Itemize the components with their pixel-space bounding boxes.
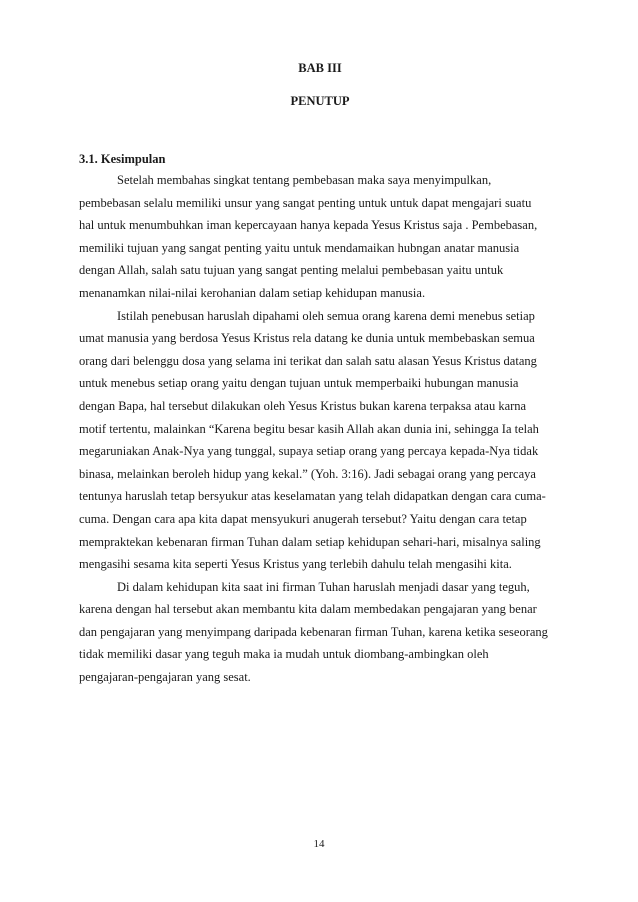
text-line: dan pengajaran yang menyimpang daripada kebenaran firman Tuhan, karena ketika seseorang	[79, 624, 548, 639]
text-line: karena dengan hal tersebut akan membantu kita dalam membedakan pengajaran yang benar	[79, 602, 537, 617]
text-line: untuk menebus setiap orang yaitu dengan tujuan untuk memperbaiki hubungan manusia	[79, 376, 519, 391]
section-heading: 3.1. Kesimpulan	[79, 152, 166, 166]
text-line: pembebasan selalu memiliki unsur yang sangat penting untuk untuk dapat mengajari suatu	[79, 195, 532, 210]
text-line: binasa, melainkan beroleh hidup yang kekal.” (Yoh. 3:16). Jadi sebagai orang yang percaya	[79, 466, 536, 481]
text-line: mempraktekan kebenaran firman Tuhan dalam setiap kehidupan sehari-hari, misalnya saling	[79, 534, 541, 549]
body-text	[79, 169, 565, 689]
text-line: Di dalam kehidupan kita saat ini firman Tuhan haruslah menjadi dasar yang teguh,	[117, 579, 530, 594]
text-line: umat manusia yang berdosa Yesus Kristus rela datang ke dunia untuk membebaskan semua	[79, 331, 535, 346]
text-line: megaruniakan Anak-Nya yang tunggal, supaya setiap orang yang percaya kepada-Nya tidak	[79, 444, 539, 459]
text-line: mengasihi sesama kita seperti Yesus Kristus yang terlebih dahulu telah mengasihi kita.	[79, 557, 512, 572]
text-line: dengan Bapa, hal tersebut dilakukan oleh Yesus Kristus bukan karena terpaksa atau karna	[79, 398, 527, 413]
text-line: memiliki tujuan yang sangat penting yaitu untuk mendamaikan hubngan anatar manusia	[79, 240, 520, 255]
text-line: tidak memiliki dasar yang teguh maka ia mudah untuk diombang-ambingkan oleh	[79, 647, 489, 662]
chapter-title: PENUTUP	[290, 94, 350, 108]
text-line: pengajaran-pengajaran yang sesat.	[79, 670, 251, 685]
chapter-number: BAB III	[298, 61, 342, 75]
text-line: hal untuk menumbuhkan iman kepercayaan hanya kepada Yesus Kristus saja . Pembebasan,	[79, 218, 538, 233]
text-line: dengan Allah, salah satu tujuan yang sangat penting melalui pembebasan yaitu untuk	[79, 263, 504, 278]
text-line: cuma. Dengan cara apa kita dapat mensyukuri anugerah tersebut? Yaitu dengan cara tetap	[79, 511, 527, 526]
text-line: motif tertentu, malainkan “Karena begitu besar kasih Allah akan dunia ini, sehingga Ia telah	[79, 421, 539, 436]
text-line: menanamkan nilai-nilai kerohanian dalam setiap kehidupan manusia.	[79, 285, 426, 300]
page-number: 14	[313, 838, 325, 850]
text-line: orang dari belenggu dosa yang selama ini terikat dan salah satu alasan Yesus Kristus datang	[79, 353, 537, 368]
text-line: Istilah penebusan haruslah dipahami oleh semua orang karena demi menebus setiap	[117, 308, 535, 323]
text-line: tentunya haruslah tetap bersyukur atas keselamatan yang telah didapatkan dengan cara cuma-	[79, 489, 546, 504]
text-line: Setelah membahas singkat tentang pembebasan maka saya menyimpulkan,	[117, 173, 492, 187]
